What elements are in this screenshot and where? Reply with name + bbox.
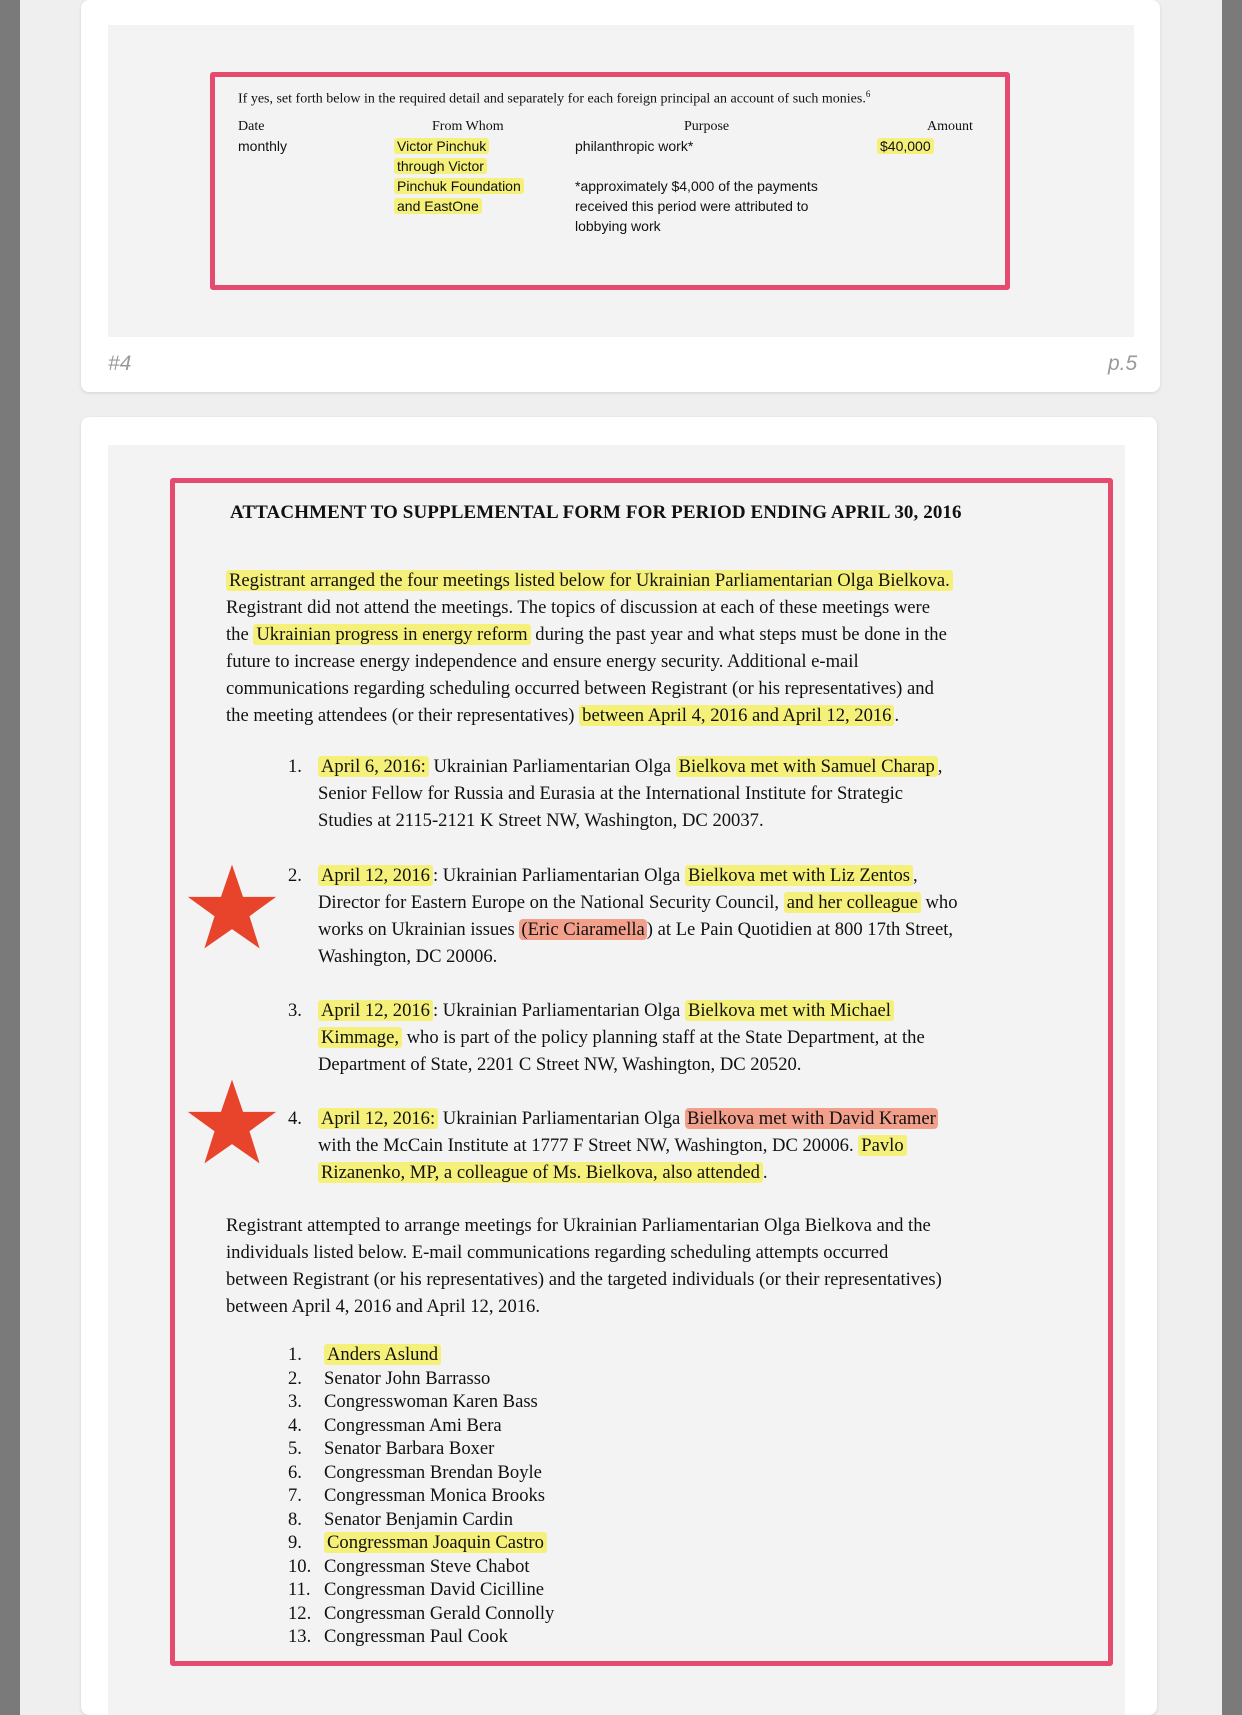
header-from: From Whom <box>432 119 504 134</box>
header-amount: Amount <box>927 119 973 134</box>
list-item: 2. Senator John Barrasso <box>288 1367 491 1389</box>
list-item: 10. Congressman Steve Chabot <box>288 1555 530 1577</box>
list-item: 11. Congressman David Cicilline <box>288 1579 544 1600</box>
attachment-title: ATTACHMENT TO SUPPLEMENTAL FORM FOR PERIOD ENDING APRIL 30, 2016 <box>230 502 962 523</box>
list-item: 8. Senator Benjamin Cardin <box>288 1508 513 1530</box>
purpose-value: philanthropic work* <box>575 138 694 154</box>
list-item: 12. Congressman Gerald Connolly <box>288 1602 555 1624</box>
list-item: 7. Congressman Monica Brooks <box>288 1485 546 1506</box>
list-item: 3. Congresswoman Karen Bass <box>288 1391 538 1412</box>
attempted-paragraph: Registrant attempted to arrange meetings for Ukrainian Parliamentarian Olga Bielkova and the individuals listed below. E-mail communications regarding scheduling attempts occurred between Registrant (or his representatives) and the targeted individuals (or their representatives) between April 4, 2016 and April 12, 2016. <box>226 1215 942 1317</box>
page-number-label: p.5 <box>1108 352 1138 375</box>
amount-value: $40,000 <box>877 136 934 156</box>
purpose-note: *approximately $4,000 of the payments received this period were attributed to lobbying work <box>575 178 818 234</box>
star-icon <box>186 1077 278 1167</box>
header-purpose: Purpose <box>684 119 730 134</box>
list-item: 1. Anders Aslund <box>288 1343 554 1367</box>
right-gutter <box>1222 0 1242 1715</box>
list-item: 9. Congressman Joaquin Castro <box>288 1531 554 1555</box>
intro-paragraph: Registrant arranged the four meetings listed below for Ukrainian Parliamentarian Olga Bielkova. Registrant did not attend the meetings. The topics of discussion at each of these meetings were the Ukrainian progress in energy reform during the past year and what steps must be done in the future to increase energy independence and ensure energy security. Additional e-mail communications regarding scheduling occurred between Registrant (or his representatives) and the meeting attendees (or their representatives) between April 4, 2016 and April 12, 2016 . <box>226 567 1026 729</box>
list-item: 6. Congressman Brendan Boyle <box>288 1461 542 1483</box>
left-gutter <box>0 0 20 1715</box>
list-item: 5. Senator Barbara Boxer <box>288 1438 495 1459</box>
form-instruction: If yes, set forth below in the required detail and separately for each foreign principal an account of such monies.$^6$ <box>238 89 871 107</box>
star-icon <box>186 862 278 952</box>
page-index-label: #4 <box>108 352 132 375</box>
attempted-list <box>288 1343 554 1649</box>
list-item: 4. Congressman Ami Bera <box>288 1414 502 1436</box>
from-whom: Victor Pinchuk through Victor Pinchuk Foundation and EastOne <box>394 136 524 216</box>
header-date: Date <box>238 119 265 134</box>
list-item: 13. Congressman Paul Cook <box>288 1626 508 1647</box>
date-value: monthly <box>238 138 288 154</box>
